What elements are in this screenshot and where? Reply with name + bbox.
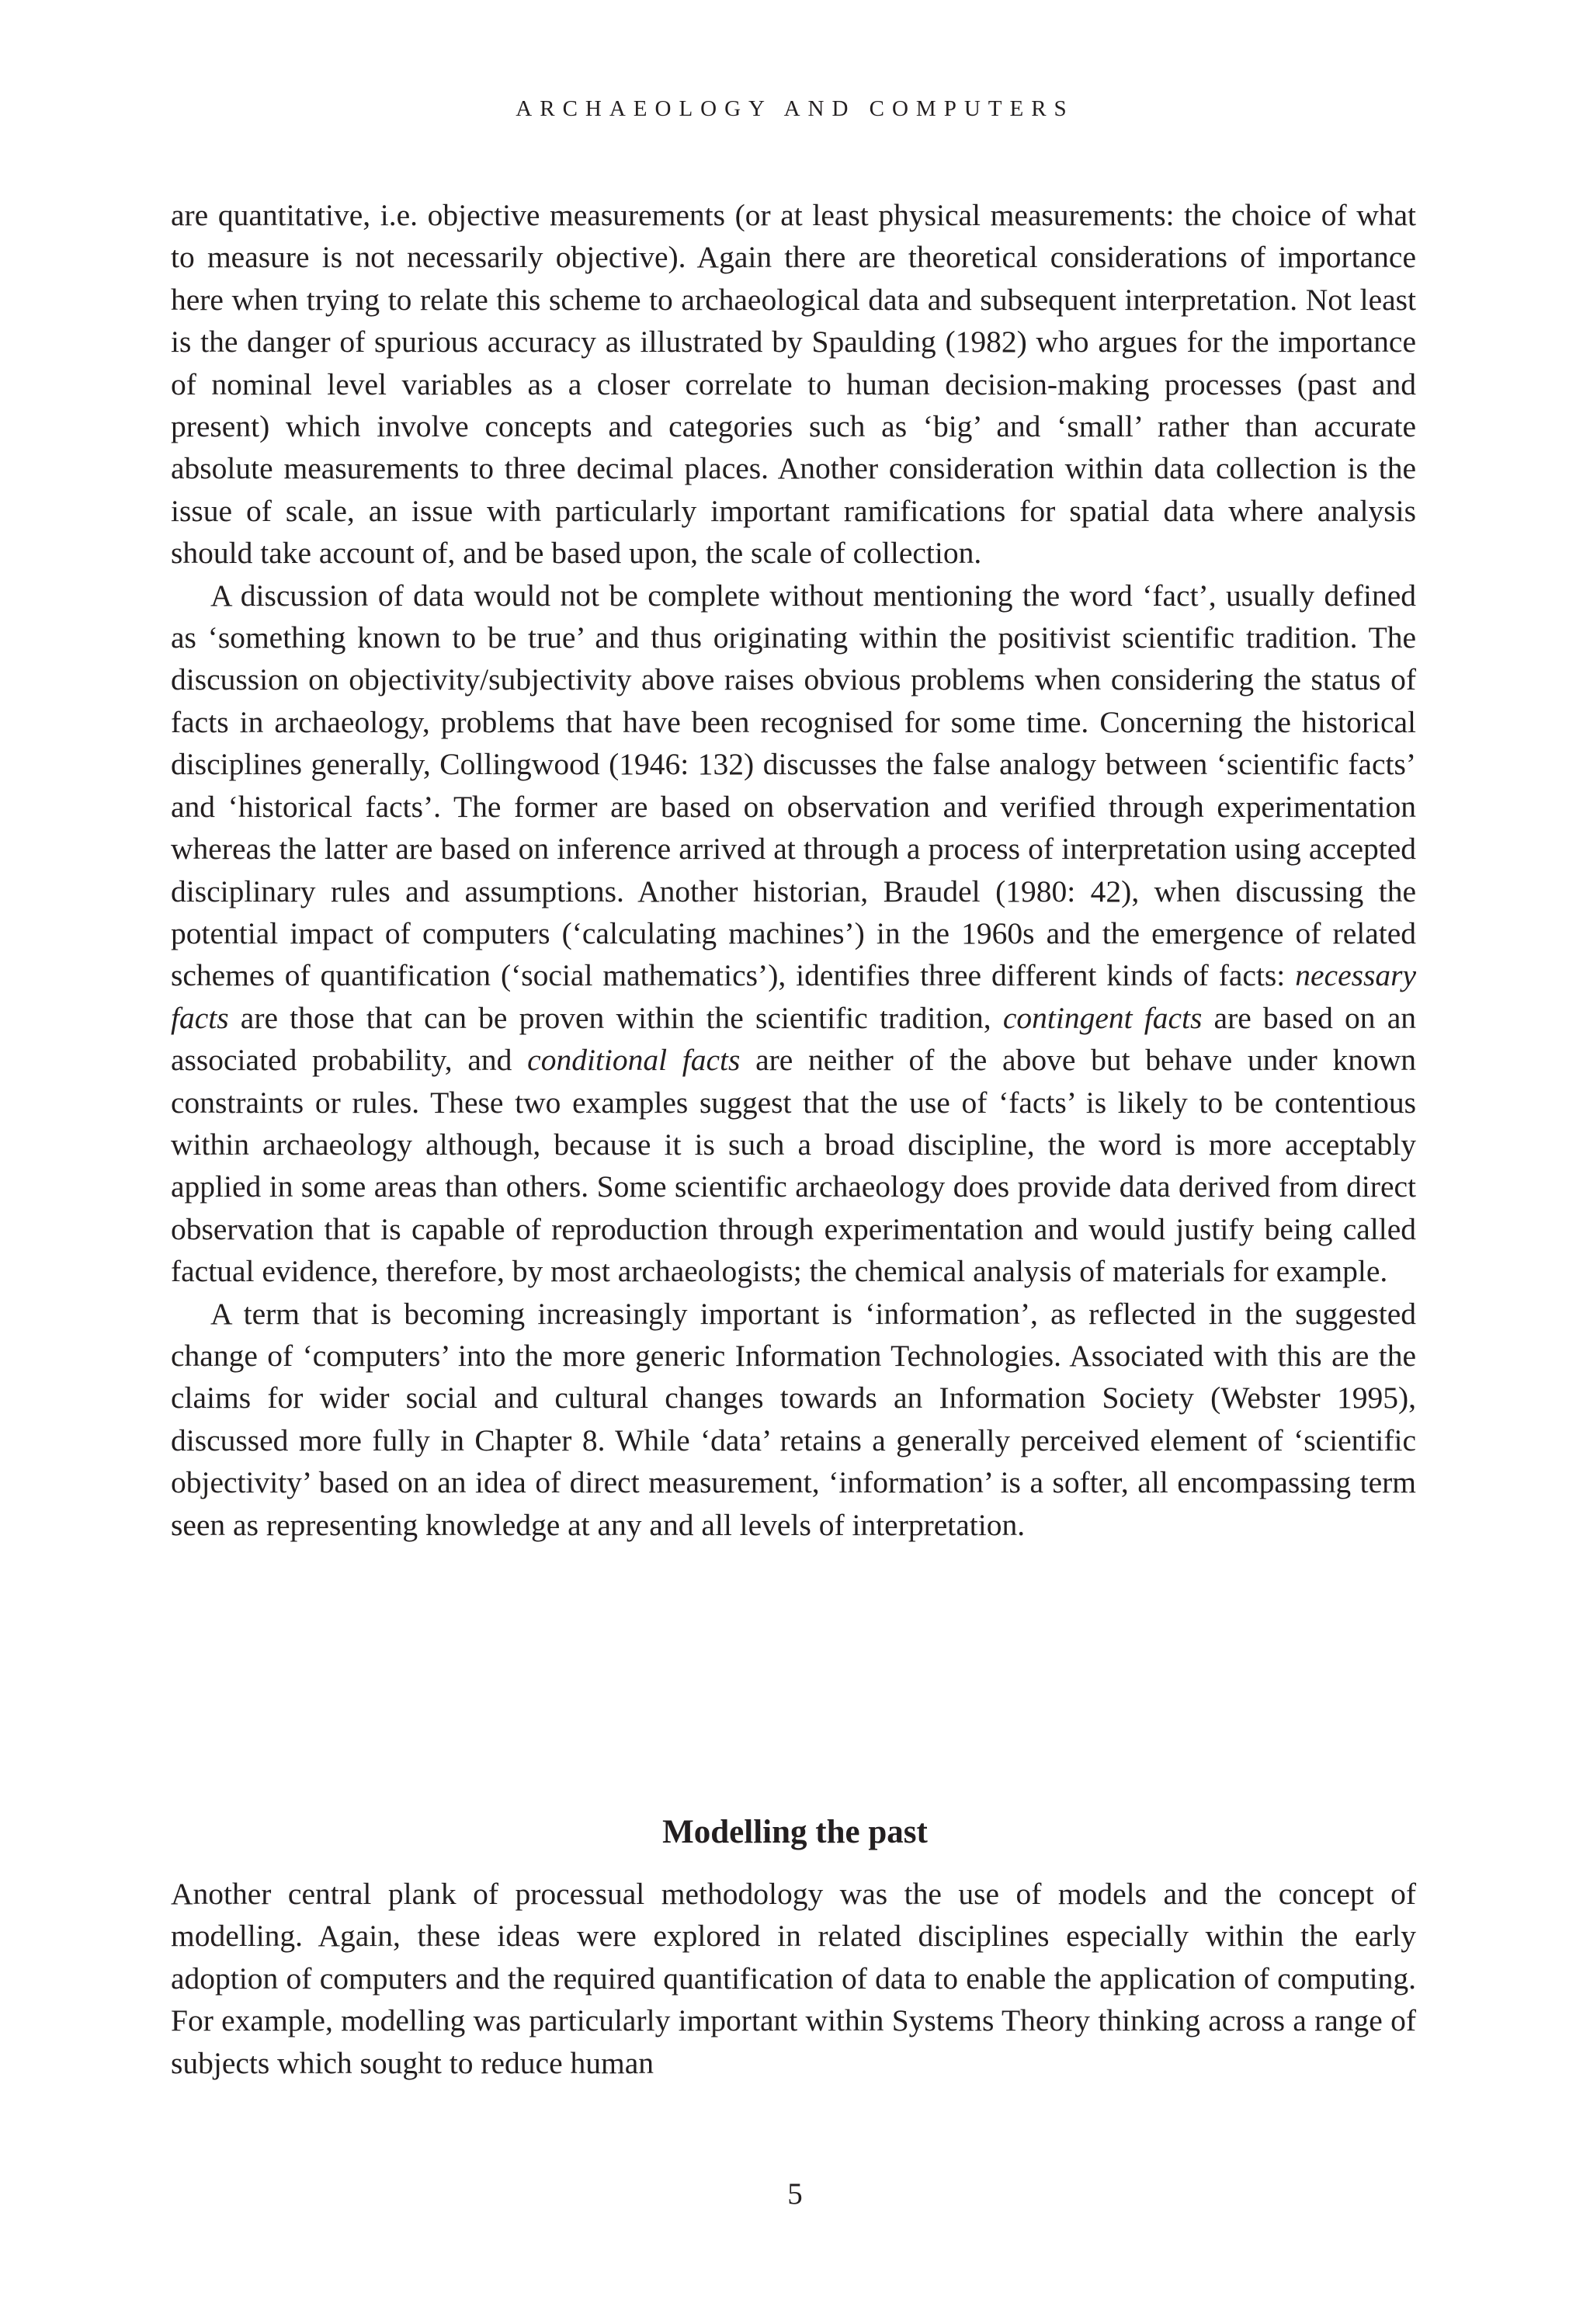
paragraph-facts-text-c: are based on an associated probability, and <box>171 1000 1416 1078</box>
body-text-section-2 <box>171 1873 1416 2084</box>
term-necessary-facts: necessary facts <box>171 958 1416 1035</box>
paragraph-data-measurement: are quantitative, i.e. objective measurements (or at least physical measurements: the choice of what to measure is not necessarily objective). Again there are theoretical considerations of importance here when trying to relate this scheme to archaeological data and subsequent interpretation. Not least is the danger of spurious accuracy as illustrated by Spaulding (1982) who argues for the importance of nominal level variables as a closer correlate to human decision-making processes (past and present) which involve concepts and categories such as ‘big’ and ‘small’ rather than accurate absolute measurements to three decimal places. Another consideration within data collection is the issue of scale, an issue with particularly important ramifications for spatial data where analysis should take account of, and be based upon, the scale of collection. <box>171 198 1416 571</box>
paragraph-facts-text-d: are neither of the above but behave under known constraints or rules. These two examples suggest that the use of ‘facts’ is likely to be contentious within archaeology although, because it is such a broad discipline, the word is more acceptably applied in some areas than others. Some scientific archaeology does provide data derived from direct observation that is capable of reproduction through experimentation and would justify being called factual evidence, therefore, by most archaeologists; the chemical analysis of materials for example. <box>171 1043 1416 1289</box>
paragraph-facts <box>171 575 1416 1293</box>
page-number: 5 <box>787 2177 803 2211</box>
running-head: ARCHAEOLOGY AND COMPUTERS <box>516 96 1074 121</box>
section-heading: Modelling the past <box>662 1814 928 1850</box>
paragraph-facts-text-a: A discussion of data would not be complete without mentioning the word ‘fact’, usually defined as ‘something known to be true’ and thus originating within the positivist scientific tradition. The discussion on objectivity/subjectivity above raises obvious problems when considering the status of facts in archaeology, problems that have been recognised for some time. Concerning the historical disciplines generally, Collingwood (1946: 132) discusses the false analogy between ‘scientific facts’ and ‘historical facts’. The former are based on observation and verified through experimentation whereas the latter are based on inference arrived at through a process of interpretation using accepted disciplinary rules and assumptions. Another historian, Braudel (1980: 42), when discussing the potential impact of computers (‘calculating machines’) in the 1960s and the emergence of related schemes of quantification (‘social mathematics’), identifies three different kinds of facts: <box>171 578 1416 993</box>
paragraph-facts-text-b: are those that can be proven within the scientific tradition, <box>228 1000 1003 1035</box>
term-conditional-facts: conditional facts <box>527 1043 741 1078</box>
body-text-section-1 <box>171 194 1416 1546</box>
paragraph-modelling: Another central plank of processual methodology was the use of models and the concept of modelling. Again, these ideas were explored in related disciplines especially within the early adoption of computers and the required quantification of data to enable the application of computing. For example, modelling was particularly important within Systems Theory thinking across a range of subjects which sought to reduce human <box>171 1877 1416 2080</box>
paragraph-information: A term that is becoming increasingly important is ‘information’, as reflected in the suggested change of ‘computers’ into the more generic Information Technologies. Associated with this are the claims for wider social and cultural changes towards an Information Society (Webster 1995), discussed more fully in Chapter 8. While ‘data’ retains a generally perceived element of ‘scientific objectivity’ based on an idea of direct measurement, ‘information’ is a softer, all encompassing term seen as representing knowledge at any and all levels of interpretation. <box>171 1296 1416 1542</box>
term-contingent-facts: contingent facts <box>1002 1000 1203 1035</box>
